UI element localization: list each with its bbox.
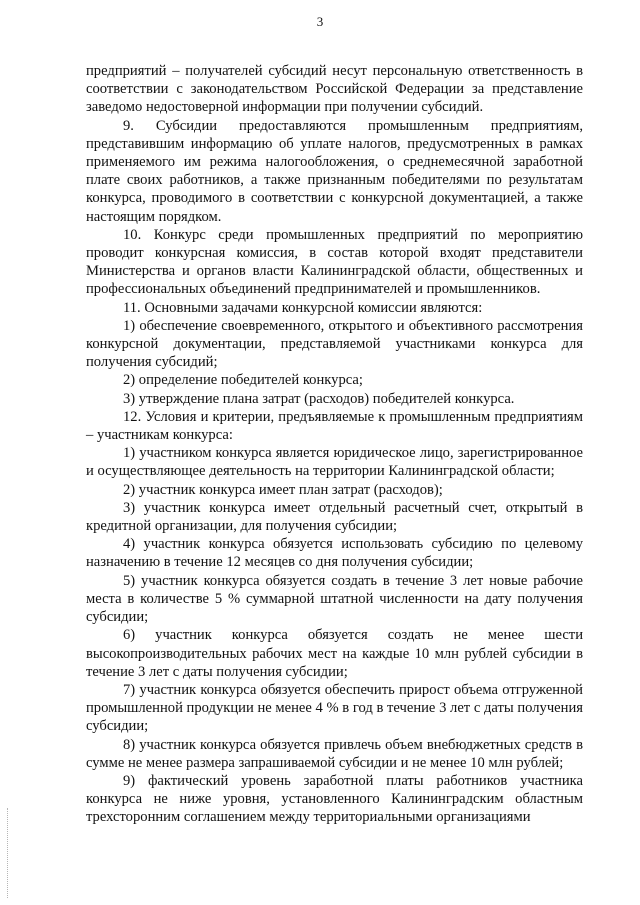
- paragraph-item-11: 11. Основными задачами конкурсной комиссии являются:: [123, 299, 483, 316]
- paragraph-item-12-4: 4) участник конкурса обязуется использовать субсидию по целевому назначению в течение 12 месяцев со дня получения субсидии;: [86, 536, 583, 571]
- paragraph-item-10: 10. Конкурс среди промышленных предприятий по мероприятию проводит конкурсная комиссия, в состав которой входят представители Министерства и органов власти Калининградской области, общественных и профессиональных объединений предпринимателей и промышленников.: [86, 226, 583, 298]
- paragraph-item-12-9: 9) фактический уровень заработной платы работников участника конкурса не ниже уровня, установленного Калининградским областным трехсторонним соглашением между территориальными организациями: [86, 772, 583, 826]
- paragraph-item-12-8: 8) участник конкурса обязуется привлечь объем внебюджетных средств в сумме не менее размера запрашиваемой субсидии и не менее 10 млн рублей;: [86, 736, 583, 771]
- document-body: [86, 62, 583, 827]
- paragraph-item-11-2: 2) определение победителей конкурса;: [123, 372, 363, 389]
- paragraph-item-12: 12. Условия и критерии, предъявляемые к промышленным предприятиям – участникам конкурса:: [86, 408, 583, 444]
- paragraph-item-12-1: 1) участником конкурса является юридическое лицо, зарегистрированное и осуществляющее деятельность на территории Калининградской области;: [86, 445, 583, 480]
- paragraph-item-12-3: 3) участник конкурса имеет отдельный расчетный счет, открытый в кредитной организации, для получения субсидии;: [86, 499, 583, 535]
- paragraph-item-12-2: 2) участник конкурса имеет план затрат (расходов);: [123, 481, 443, 498]
- page-number: 3: [316, 14, 324, 29]
- paragraph-item-12-6: 6) участник конкурса обязуется создать не менее шести высокопроизводительных рабочих мест на каждые 10 млн рублей субсидии в течение 3 лет с даты получения субсидии;: [86, 627, 583, 680]
- paragraph-continuation: предприятий – получателей субсидий несут персональную ответственность в соответствии с законодательством Российской Федерации за представление заведомо недостоверной информации при получении субсидий.: [86, 63, 583, 116]
- paragraph-item-11-1: 1) обеспечение своевременного, открытого и объективного рассмотрения конкурсной документации, представляемой участниками конкурса для получения субсидий;: [86, 317, 583, 371]
- paragraph-item-12-5: 5) участник конкурса обязуется создать в течение 3 лет новые рабочие места в количестве 5 % суммарной штатной численности на дату получения субсидии;: [86, 572, 583, 626]
- paragraph-item-9: 9. Субсидии предоставляются промышленным предприятиям, представившим информацию об уплате налогов, предусмотренных в рамках применяемого им режима налогообложения, о среднемесячной заработной плате своих работников, а также признанным победителями по результатам конкурса, проводимого в соответствии с конкурсной документацией, а также настоящим порядком.: [86, 117, 583, 225]
- paragraph-item-11-3: 3) утверждение плана затрат (расходов) победителей конкурса.: [123, 390, 515, 407]
- scan-margin-marks: [7, 808, 10, 898]
- paragraph-item-12-7: 7) участник конкурса обязуется обеспечить прирост объема отгруженной промышленной продукции не менее 4 % в год в течение 3 лет с даты получения субсидии;: [86, 681, 583, 735]
